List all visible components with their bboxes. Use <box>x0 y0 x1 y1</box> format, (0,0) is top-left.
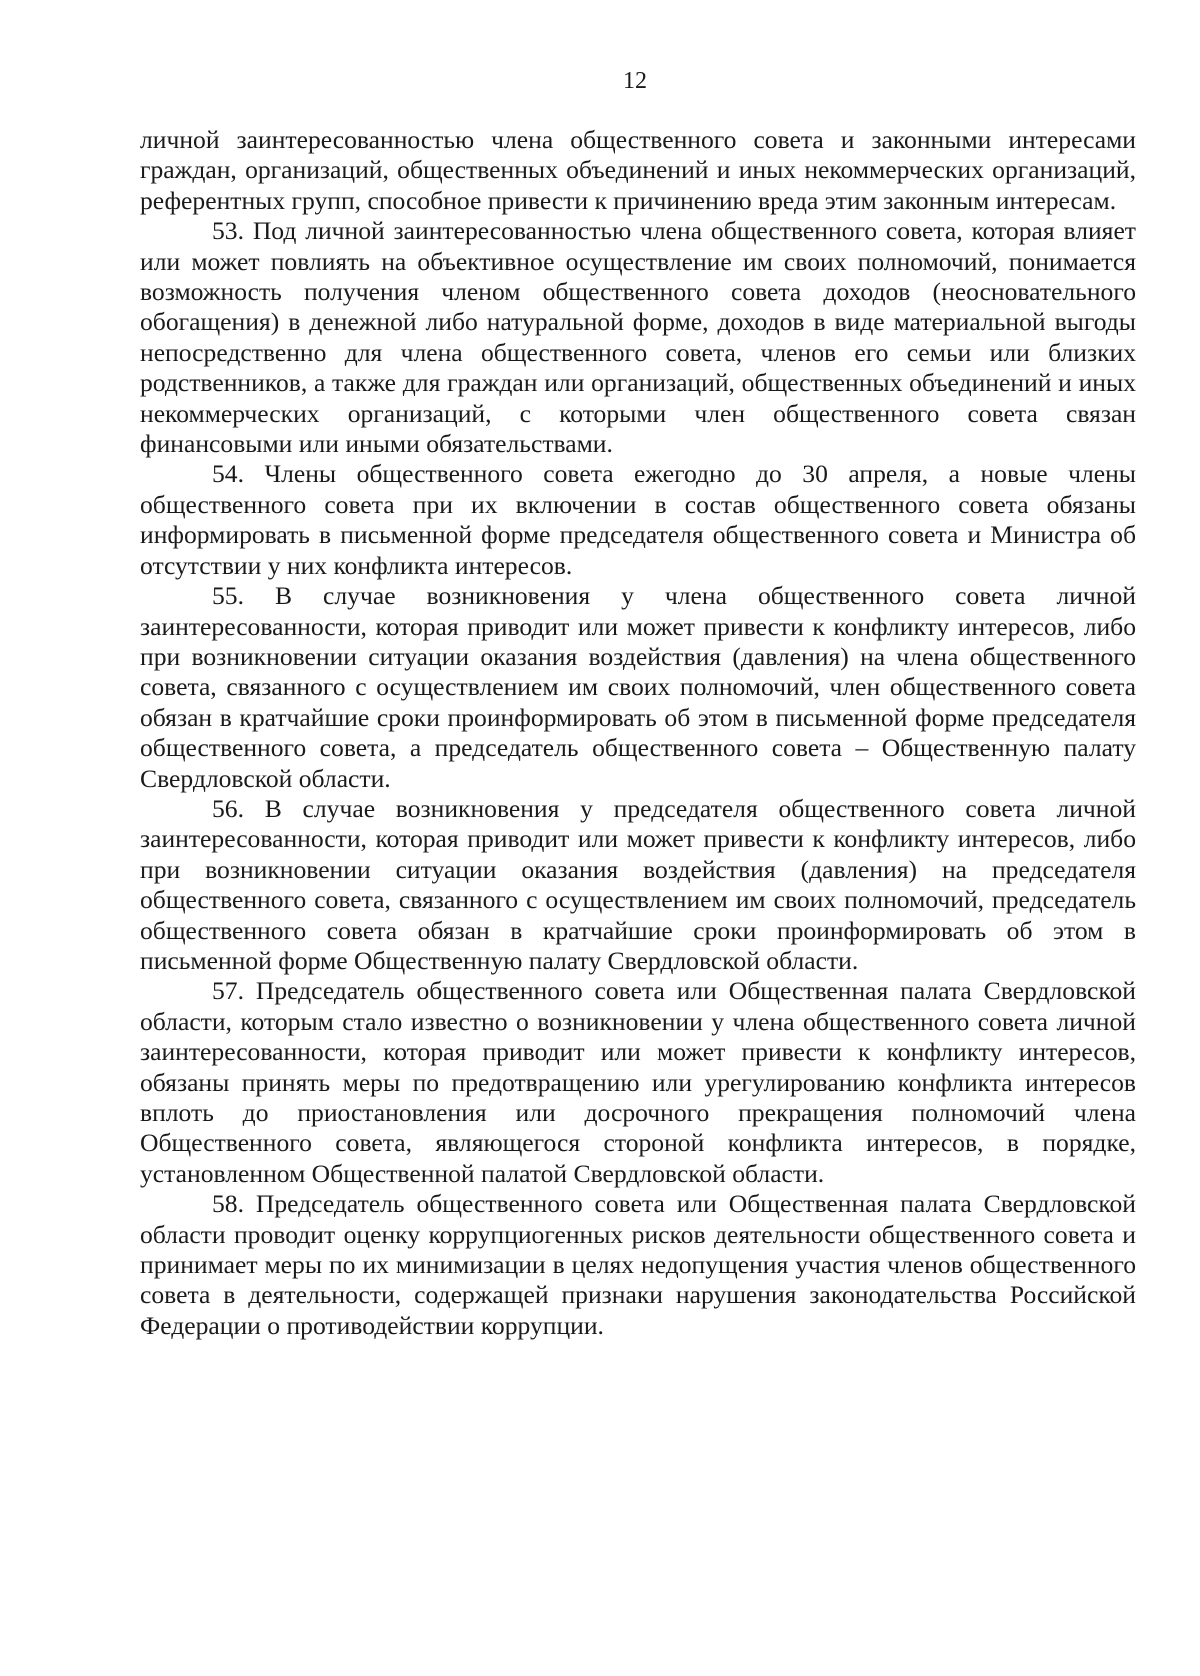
page-number: 12 <box>623 68 647 94</box>
paragraph-item-53: 53. Под личной заинтересованностью члена общественного совета, которая влияет или может повлиять на объективное осуществление им своих полномочий, понимается возможность получения членом общественного совета доходов (неосновательного обогащения) в денежной либо натуральной форме, доходов в виде материальной выгоды непосредственно для члена общественного совета, членов его семьи или близких родственников, а также для граждан или организаций, общественных объединений и иных некоммерческих организаций, с которыми член общественного совета связан финансовыми или иными обязательствами. <box>140 216 1136 459</box>
paragraph-continuation: личной заинтересованностью члена общественного совета и законными интересами граждан, организаций, общественных объединений и иных некоммерческих организаций, референтных групп, способное привести к причинению вреда этим законным интересам. <box>140 125 1136 215</box>
paragraph-item-56: 56. В случае возникновения у председателя общественного совета личной заинтересованности, которая приводит или может привести к конфликту интересов, либо при возникновении ситуации оказания воздействия (давления) на председателя общественного совета, связанного с осуществлением им своих полномочий, председатель общественного совета обязан в кратчайшие сроки проинформировать об этом в письменной форме Общественную палату Свердловской области. <box>140 793 1136 975</box>
paragraph-item-54: 54. Члены общественного совета ежегодно до 30 апреля, а новые члены общественного совета при их включении в состав общественного совета обязаны информировать в письменной форме председателя общественного совета и Министра об отсутствии у них конфликта интересов. <box>140 459 1136 580</box>
paragraph-item-55: 55. В случае возникновения у члена общественного совета личной заинтересованности, которая приводит или может привести к конфликту интересов, либо при возникновении ситуации оказания воздействия (давления) на члена общественного совета, связанного с осуществлением им своих полномочий, член общественного совета обязан в кратчайшие сроки проинформировать об этом в письменной форме председателя общественного совета, а председатель общественного совета – Общественную палату Свердловской области. <box>140 581 1136 793</box>
document-body <box>140 125 1136 1341</box>
paragraph-item-58: 58. Председатель общественного совета или Общественная палата Свердловской области проводит оценку коррупциогенных рисков деятельности общественного совета и принимает меры по их минимизации в целях недопущения участия членов общественного совета в деятельности, содержащей признаки нарушения законодательства Российской Федерации о противодействии коррупции. <box>140 1189 1136 1340</box>
paragraph-item-57: 57. Председатель общественного совета или Общественная палата Свердловской области, которым стало известно о возникновении у члена общественного совета личной заинтересованности, которая приводит или может привести к конфликту интересов, обязаны принять меры по предотвращению или урегулированию конфликта интересов вплоть до приостановления или досрочного прекращения полномочий члена Общественного совета, являющегося стороной конфликта интересов, в порядке, установленном Общественной палатой Свердловской области. <box>140 976 1136 1188</box>
